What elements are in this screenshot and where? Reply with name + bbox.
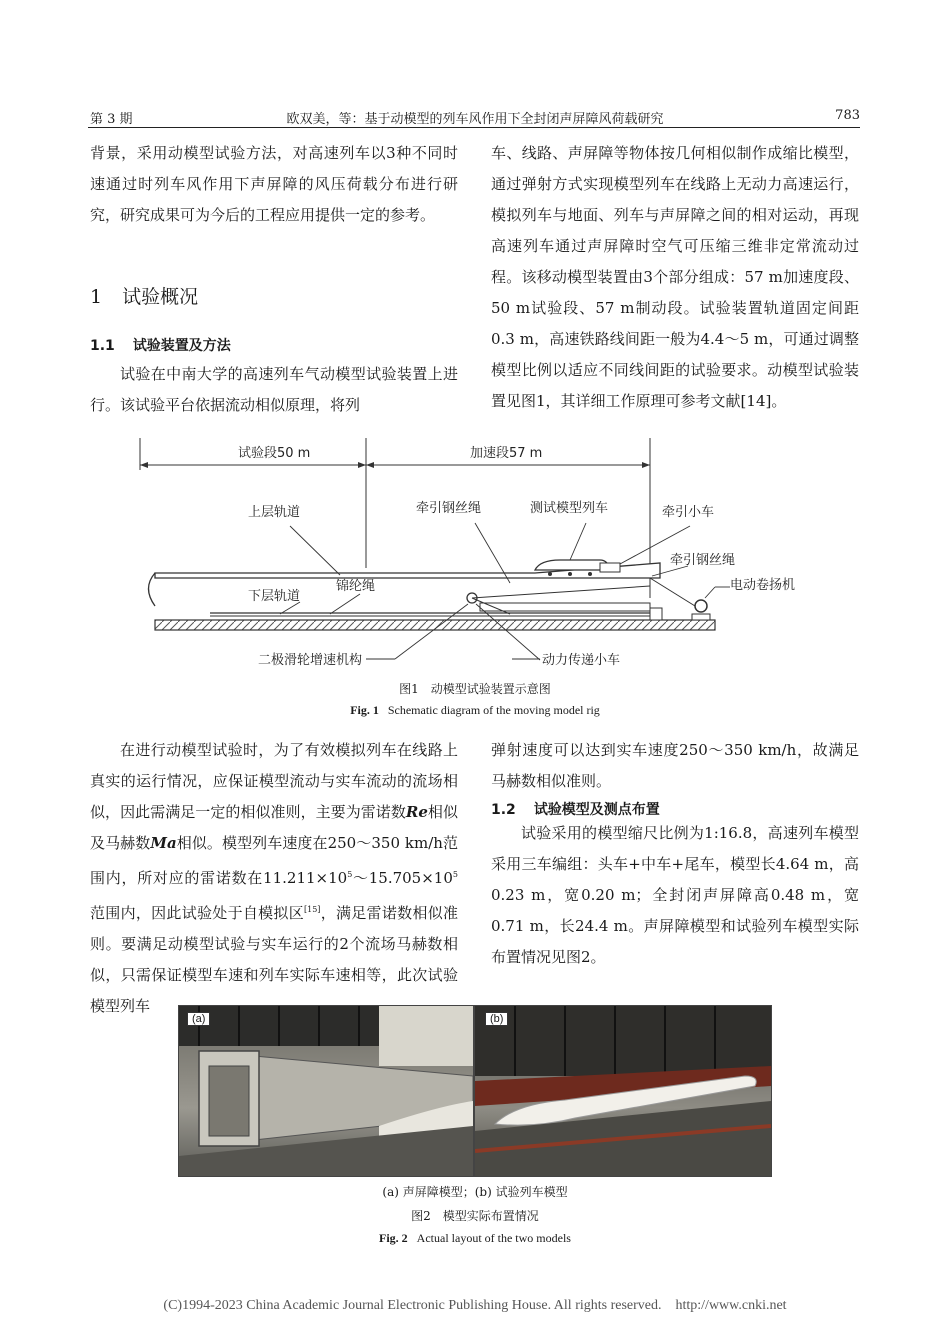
figure-2a-label: (a) [187, 1012, 210, 1026]
figure-2-caption-cn: 图2 模型实际布置情况 [411, 1209, 539, 1223]
power-cart-rail [480, 603, 650, 611]
section-title: 试验概况 [122, 286, 199, 308]
figure-1-caption-cn: 图1 动模型试验装置示意图 [399, 682, 551, 696]
header-rule [88, 127, 860, 128]
subsection-title: 试验模型及测点布置 [533, 802, 660, 818]
traction-wire-label-2: 牵引钢丝绳 [670, 553, 736, 568]
right-column-top [491, 138, 859, 417]
train-model-photo-illustration [475, 1006, 771, 1176]
left-column-paragraph-2 [90, 359, 458, 421]
subsection-number: 1.1 [90, 338, 115, 354]
figure-1-caption-en [0, 703, 950, 718]
figure-2b-photo [474, 1005, 772, 1177]
running-title: 欧双美，等：基于动模型的列车风作用下全封闭声屏障风荷载研究 [286, 112, 664, 127]
left-column-top [90, 138, 458, 231]
right-column-paragraph-2 [491, 818, 859, 973]
figure-2-label-en: Fig. 2 [379, 1231, 408, 1245]
accel-section-label: 加速段57 m [470, 446, 543, 461]
pulley-label: 二极滑轮增速机构 [258, 653, 363, 668]
section-heading [90, 282, 198, 309]
body-paragraph: 试验采用的模型缩尺比例为1:16.8，高速列车模型采用三车编组：头车+中车+尾车，模型长4.64 m，高0.23 m，宽0.20 m；全封闭声屏障高0.48 m，宽0.71 m，长24.4 m。声屏障模型和试验列车模型实际布置情况见图2。 [491, 824, 859, 966]
subsection-title: 试验装置及方法 [132, 338, 231, 354]
winch-label: 电动卷扬机 [730, 578, 796, 593]
noise-barrier-photo-illustration [179, 1006, 473, 1176]
intro-paragraph-end: 背景，采用动模型试验方法，对高速列车以3种不同时速通过时列车风作用下声屏障的风压荷载分布进行研究，研究成果可为今后的工程应用提供一定的参考。 [90, 144, 458, 224]
figure-2a-photo [178, 1005, 474, 1177]
figure-2b-label: (b) [485, 1012, 508, 1026]
traction-wire-label-1: 牵引钢丝绳 [416, 501, 482, 516]
upper-track-label: 上层轨道 [248, 505, 301, 520]
test-section-label: 试验段50 m [238, 446, 311, 461]
test-train-label: 测试模型列车 [530, 501, 609, 516]
body-paragraph: 在进行动模型试验时，为了有效模拟列车在线路上真实的运行情况，应保证模型流动与实车流动的流场相似，因此需满足一定的相似准则，主要为雷诺数Re相似及马赫数Ma相似。模型列车速度在250～350 km/h范围内，所对应的雷诺数在$11.211\times 10^5\sim 15.705\times 10^5$范围内，因此试验处于自模拟区[15]，满足雷诺数相似准则。要满足动模型试验与实车运行的2个流场马赫数相似，只需保证模型车速和列车实际车速相等，此次试验模型列车 [90, 741, 458, 1015]
power-cart-label: 动力传递小车 [542, 653, 621, 668]
page-number: 783 [835, 108, 860, 123]
body-paragraph: 车、线路、声屏障等物体按几何相似制作成缩比模型，通过弹射方式实现模型列车在线路上无动力高速运行，模拟列车与地面、列车与声屏障之间的相对运动，再现高速列车通过声屏障时空气可压缩三维非定常流动过程。该移动模型装置由3个部分组成：57 m加速度段、50 m试验段、57 m制动段。试验装置轨道固定间距0.3 m，高速铁路线间距一般为4.4～5 m，可通过调整模型比例以适应不同线间距的试验要求。动模型试验装置见图1，其详细工作原理可参考文献[14]。 [491, 144, 859, 410]
test-train-shape [535, 560, 610, 570]
subsection-heading-1-1 [90, 335, 231, 355]
body-paragraph: 试验在中南大学的高速列车气动模型试验装置上进行。该试验平台依据流动相似原理，将列 [90, 365, 458, 414]
traction-cart-shape [600, 563, 620, 572]
figure-1-label-en: Fig. 1 [350, 703, 379, 717]
traction-cart-label: 牵引小车 [662, 505, 715, 520]
winch-shape [695, 600, 707, 612]
copyright-footer: (C)1994-2023 China Academic Journal Electronic Publishing House. All rights reserved. http://www.cnki.net [163, 1298, 787, 1313]
right-column-bottom [491, 735, 859, 797]
figure-2-caption-en [0, 1231, 950, 1246]
figure-1-caption-text: Schematic diagram of the moving model rig [387, 703, 600, 717]
issue-number: 第 3 期 [90, 112, 133, 127]
subsection-heading-1-2 [491, 799, 660, 819]
subsection-number: 1.2 [491, 802, 516, 818]
section-number: 1 [90, 286, 103, 308]
figure-2-caption-text: Actual layout of the two models [416, 1231, 571, 1245]
left-column-bottom [90, 735, 458, 1022]
lower-track-label: 下层轨道 [248, 589, 301, 604]
figure-1-diagram [130, 438, 830, 668]
figure-2-subcaption: (a) 声屏障模型；(b) 试验列车模型 [382, 1185, 568, 1199]
body-paragraph: 弹射速度可以达到实车速度250～350 km/h，故满足马赫数相似准则。 [491, 741, 859, 790]
nylon-rope-label: 锦纶绳 [336, 579, 376, 594]
